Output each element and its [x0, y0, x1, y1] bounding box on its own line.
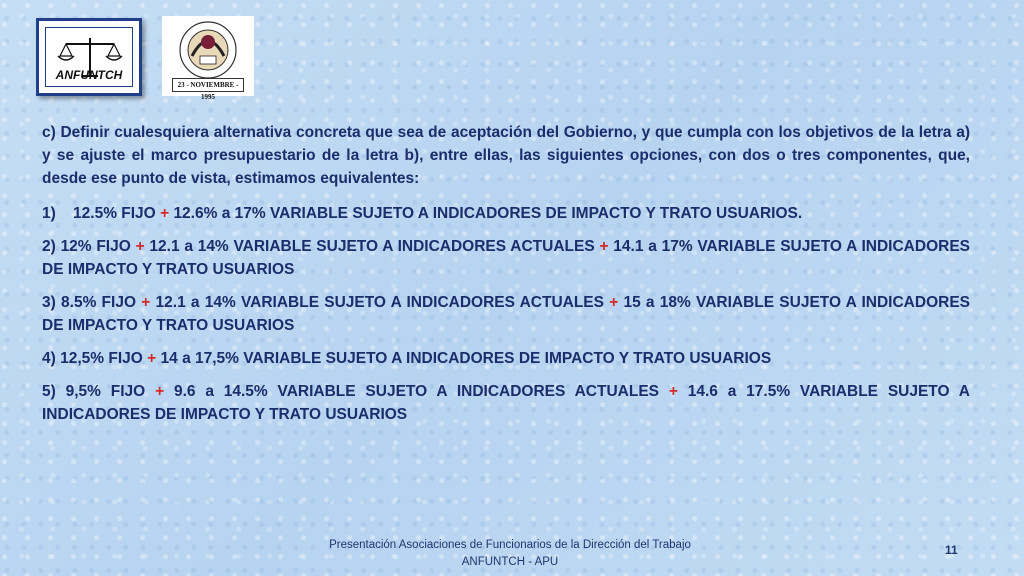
intro-paragraph: c) Definir cualesquiera alternativa concreta que sea de aceptación del Gobierno, y que cumpla con los objetivos de la letra a) y se ajuste el marco presupuestario de la letra b), entre ellas, las siguientes opciones, con dos o tres componentes, que, desde ese punto de vista, estimamos equivalentes: — [42, 124, 970, 187]
option-fixed: 12,5% FIJO — [60, 350, 143, 367]
plus-sign: + — [609, 294, 619, 311]
option-fixed: 8.5% FIJO — [61, 294, 137, 311]
plus-sign: + — [147, 350, 157, 367]
anfuntch-logo — [36, 18, 142, 96]
option-item-4 — [42, 347, 970, 370]
option-variable-2: 15 a 18% VARIABLE SUJETO A INDICADORES DE IMPACTO Y TRATO USUARIOS — [42, 294, 970, 334]
plus-sign: + — [599, 238, 609, 255]
option-variable: 12.6% a 17% VARIABLE SUJETO A INDICADORES DE IMPACTO Y TRATO USUARIOS. — [173, 205, 803, 222]
seal-date-text: 23 - NOVIEMBRE - 1995 — [172, 78, 244, 92]
option-variable: 12.1 a 14% VARIABLE SUJETO A INDICADORES ACTUALES — [149, 238, 595, 255]
option-item-5 — [42, 380, 970, 426]
option-item-3 — [42, 291, 970, 337]
option-variable-2: 14.6 a 17.5% VARIABLE SUJETO A INDICADORES DE IMPACTO Y TRATO USUARIOS — [42, 383, 970, 423]
page-number: 11 — [945, 543, 958, 557]
option-number: 3) — [42, 294, 56, 311]
plus-sign: + — [160, 205, 170, 222]
option-number: 5) — [42, 383, 56, 400]
logo-brand-text: ANFUNTCH — [55, 68, 123, 82]
option-variable: 14 a 17,5% VARIABLE SUJETO A INDICADORES DE IMPACTO Y TRATO USUARIOS — [160, 350, 772, 367]
option-fixed: 12.5% FIJO — [73, 205, 156, 222]
option-fixed: 9,5% FIJO — [65, 383, 146, 400]
plus-sign: + — [141, 294, 151, 311]
option-variable: 9.6 a 14.5% VARIABLE SUJETO A INDICADORES ACTUALES — [173, 383, 659, 400]
option-number: 4) — [42, 350, 56, 367]
option-variable-2: 14.1 a 17% VARIABLE SUJETO A INDICADORES DE IMPACTO Y TRATO USUARIOS — [42, 238, 971, 278]
plus-sign: + — [155, 383, 165, 400]
footer-text — [300, 537, 720, 571]
seal-emblem-icon — [162, 16, 254, 82]
option-item-1 — [42, 202, 970, 225]
slide-body — [42, 121, 970, 436]
footer-line-2: ANFUNTCH - APU — [461, 556, 559, 568]
footer-line-1: Presentación Asociaciones de Funcionarios de la Dirección del Trabajo — [329, 539, 691, 551]
option-item-2 — [42, 235, 970, 281]
option-fixed: 12% FIJO — [60, 238, 131, 255]
option-number: 2) — [42, 238, 56, 255]
apu-seal-logo — [162, 16, 254, 101]
plus-sign: + — [668, 383, 678, 400]
plus-sign: + — [135, 238, 145, 255]
option-number: 1) — [42, 205, 56, 222]
option-variable: 12.1 a 14% VARIABLE SUJETO A INDICADORES ACTUALES — [155, 294, 604, 311]
